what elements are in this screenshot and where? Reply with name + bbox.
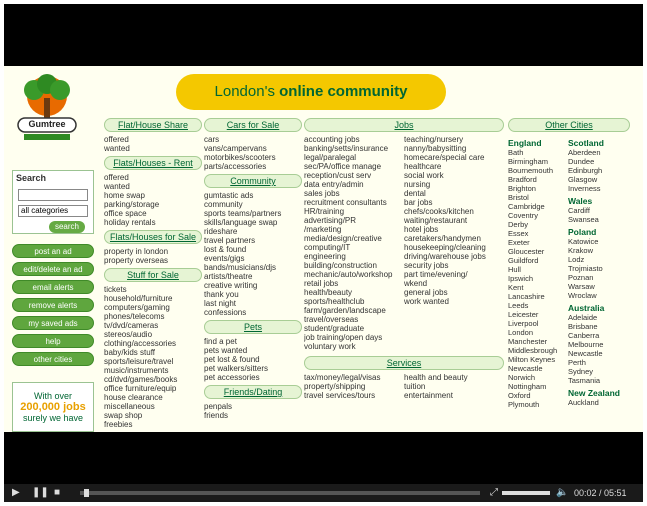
category-header[interactable]: Jobs (304, 118, 504, 132)
category-link[interactable]: clothing/accessories (104, 339, 177, 348)
category-link[interactable]: travel partners (204, 236, 256, 245)
post-ad-button[interactable]: post an ad (12, 244, 94, 258)
job-link[interactable]: voluntary work (304, 342, 356, 351)
job-link[interactable]: accounting jobs (304, 135, 360, 144)
category-link[interactable]: cars (204, 135, 220, 144)
city-link[interactable]: London (508, 328, 534, 337)
logo-text: Gumtree (28, 119, 66, 129)
city-link[interactable]: Leicester (508, 310, 539, 319)
speaker-icon[interactable]: 🔈 (556, 487, 569, 498)
job-link[interactable]: job training/open days (304, 333, 383, 342)
fullscreen-icon[interactable]: ⤢ (490, 487, 498, 498)
category-link[interactable]: parking/storage (104, 200, 160, 209)
category-link[interactable]: bands/musicians/djs (204, 263, 277, 272)
search-box (12, 170, 94, 234)
country-heading[interactable]: New Zealand (568, 388, 620, 398)
city-link[interactable]: Gloucester (508, 247, 545, 256)
promo-line3: surely we have (22, 413, 84, 423)
city-link[interactable]: Newcastle (508, 364, 543, 373)
category-link[interactable]: find a pet (204, 337, 237, 346)
job-link[interactable]: media/design/creative (304, 234, 382, 243)
category-link[interactable]: penpals (204, 402, 233, 411)
column-housing (104, 118, 202, 432)
city-link[interactable]: Bath (508, 148, 524, 157)
category-link[interactable]: household/furniture (104, 294, 173, 303)
category-link[interactable]: property in london (104, 247, 169, 256)
job-link[interactable]: tax/money/legal/visas (304, 373, 381, 382)
city-link[interactable]: Canberra (568, 331, 600, 340)
country-heading[interactable]: Wales (568, 196, 593, 206)
gumtree-page (4, 66, 643, 432)
city-link[interactable]: Wroclaw (568, 291, 597, 300)
banner-prefix: London's (214, 83, 280, 100)
category-link[interactable]: community (204, 200, 243, 209)
job-link[interactable]: security jobs (404, 261, 449, 270)
job-link[interactable]: nursing (404, 180, 431, 189)
city-link[interactable]: Kent (508, 283, 524, 292)
jobs-list-right (404, 135, 504, 351)
city-link[interactable]: Coventry (508, 211, 539, 220)
city-link[interactable]: Tasmania (568, 376, 601, 385)
category-header[interactable]: Flats/Houses - Rent (104, 156, 202, 170)
city-link[interactable]: Warsaw (568, 282, 595, 291)
job-link[interactable]: building/construction (304, 261, 377, 270)
city-link[interactable]: Lancashire (508, 292, 545, 301)
city-link[interactable]: Essex (508, 229, 529, 238)
job-link[interactable]: bar jobs (404, 198, 433, 207)
job-link[interactable]: waiting/restaurant (404, 216, 468, 225)
column-jobs (304, 118, 504, 403)
city-link[interactable]: Brighton (508, 184, 536, 193)
search-title: Search (16, 173, 47, 183)
category-link[interactable]: pet accessories (204, 373, 260, 382)
cities-list-left (508, 135, 568, 409)
category-link[interactable]: cd/dvd/games/books (104, 375, 178, 384)
job-link[interactable]: chefs/cooks/kitchen (404, 207, 474, 216)
job-link[interactable]: engineering (304, 252, 346, 261)
category-link[interactable]: house clearance (104, 393, 163, 402)
category-link[interactable]: pet walkers/sitters (204, 364, 269, 373)
category-link[interactable]: parts/accessories (204, 162, 267, 171)
category-link[interactable]: wanted (104, 182, 130, 191)
category-link[interactable]: rideshare (204, 227, 238, 236)
job-link[interactable]: recruitment consultants (304, 198, 387, 207)
category-link[interactable]: skills/language swap (204, 218, 278, 227)
city-link[interactable]: Auckland (568, 398, 599, 407)
job-link[interactable]: entertainment (404, 391, 453, 400)
job-link[interactable]: sec/PA/office manage (304, 162, 382, 171)
category-link[interactable]: stereos/audio (104, 330, 153, 339)
city-link[interactable]: Milton Keynes (508, 355, 556, 364)
city-link[interactable]: Bournemouth (508, 166, 554, 175)
category-link[interactable]: office space (104, 209, 147, 218)
category-header[interactable]: Flat/House Share (104, 118, 202, 132)
job-link[interactable]: nanny/babysitting (404, 144, 467, 153)
category-link[interactable]: pet lost & found (204, 355, 260, 364)
city-link[interactable]: Exeter (508, 238, 530, 247)
country-heading[interactable]: Australia (568, 303, 605, 313)
category-items (104, 173, 202, 227)
category-link[interactable]: offered (104, 135, 129, 144)
category-link[interactable]: vans/campervans (204, 144, 267, 153)
category-items (104, 285, 202, 429)
job-link[interactable]: teaching/nursery (404, 135, 464, 144)
city-link[interactable]: Nottingham (508, 382, 547, 391)
category-link[interactable]: phones/telecoms (104, 312, 165, 321)
category-link[interactable]: creative writing (204, 281, 258, 290)
job-link[interactable]: advertising/PR (304, 216, 357, 225)
side-buttons (12, 244, 94, 370)
category-link[interactable]: events/gigs (204, 254, 245, 263)
category-header[interactable]: Stuff for Sale (104, 268, 202, 282)
job-link[interactable]: travel services/tours (304, 391, 376, 400)
category-header[interactable]: Flats/Houses for Sale (104, 230, 202, 244)
city-link[interactable]: Ipswich (508, 274, 534, 283)
job-link[interactable]: dental (404, 189, 426, 198)
volume-slider[interactable] (502, 491, 550, 495)
category-link[interactable]: gumtastic ads (204, 191, 254, 200)
job-link[interactable]: reception/cust serv (304, 171, 372, 180)
job-link[interactable]: computing/IT (304, 243, 351, 252)
city-link[interactable]: Adelaide (568, 313, 598, 322)
saved-ads-button[interactable]: my saved ads (12, 316, 94, 330)
category-link[interactable]: holiday rentals (104, 218, 156, 227)
city-link[interactable]: Birmingham (508, 157, 549, 166)
country-heading[interactable]: England (508, 138, 542, 148)
category-header[interactable]: Pets (204, 320, 302, 334)
job-link[interactable]: sales jobs (304, 189, 340, 198)
category-link[interactable]: motorbikes/scooters (204, 153, 276, 162)
banner-bold: online community (279, 83, 408, 100)
city-link[interactable]: Hull (508, 265, 521, 274)
city-link[interactable]: Trojmiasto (568, 264, 603, 273)
city-link[interactable]: Bradford (508, 175, 537, 184)
category-link[interactable]: thank you (204, 290, 239, 299)
category-link[interactable]: last night (204, 299, 237, 308)
city-link[interactable]: Cardiff (568, 206, 590, 215)
city-link[interactable]: Katowice (568, 237, 599, 246)
player-controls (4, 484, 643, 502)
job-link[interactable]: health/beauty (304, 288, 353, 297)
banner (176, 74, 446, 110)
city-link[interactable]: Leeds (508, 301, 529, 310)
category-link[interactable]: baby/kids stuff (104, 348, 155, 357)
category-link[interactable]: home swap (104, 191, 145, 200)
category-link[interactable]: friends (204, 411, 229, 420)
job-link[interactable]: legal/paralegal (304, 153, 357, 162)
city-link[interactable]: Cambridge (508, 202, 545, 211)
job-link[interactable]: healthcare (404, 162, 442, 171)
video-screen[interactable] (4, 4, 643, 484)
category-link[interactable]: tickets (104, 285, 127, 294)
seek-bar[interactable] (80, 491, 480, 495)
job-link[interactable]: homecare/special care (404, 153, 485, 162)
category-link[interactable]: tv/dvd/cameras (104, 321, 159, 330)
country-heading[interactable]: Scotland (568, 138, 604, 148)
category-header[interactable]: Friends/Dating (204, 385, 302, 399)
city-link[interactable]: Middlesbrough (508, 346, 558, 355)
city-link[interactable]: Edinburgh (568, 166, 603, 175)
category-items (204, 402, 302, 420)
other-cities-button[interactable]: other cities (12, 352, 94, 366)
city-link[interactable]: Melbourne (568, 340, 604, 349)
column-other-cities (508, 118, 630, 409)
job-link[interactable]: travel/overseas (304, 315, 359, 324)
category-items (204, 337, 302, 382)
city-link[interactable]: Dundee (568, 157, 595, 166)
jobs-promo[interactable] (12, 382, 94, 432)
category-header[interactable]: Other Cities (508, 118, 630, 132)
job-link[interactable]: housekeeping/cleaning (404, 243, 486, 252)
job-link[interactable]: part time/evening/ (404, 270, 468, 279)
category-items (204, 191, 302, 317)
city-link[interactable]: Oxford (508, 391, 531, 400)
remove-alerts-button[interactable]: remove alerts (12, 298, 94, 312)
city-link[interactable]: Aberdeen (568, 148, 601, 157)
category-header[interactable]: Services (304, 356, 504, 370)
city-link[interactable]: Poznan (568, 273, 594, 282)
job-link[interactable]: property/shipping (304, 382, 366, 391)
category-link[interactable]: pets wanted (204, 346, 248, 355)
job-link[interactable]: tuition (404, 382, 426, 391)
city-link[interactable]: Bristol (508, 193, 529, 202)
help-button[interactable]: help (12, 334, 94, 348)
job-link[interactable]: farm/garden/landscape (304, 306, 386, 315)
category-link[interactable]: sports/leisure/travel (104, 357, 174, 366)
play-icon[interactable]: ▶ (12, 487, 20, 498)
job-link[interactable]: sports/healthclub (304, 297, 365, 306)
job-link[interactable]: caretakers/handymen (404, 234, 481, 243)
category-header[interactable]: Cars for Sale (204, 118, 302, 132)
time-display: 00:02 / 05:51 (574, 488, 627, 498)
city-link[interactable]: Brisbane (568, 322, 598, 331)
column-cars-community (204, 118, 302, 423)
city-link[interactable]: Perth (568, 358, 586, 367)
job-link[interactable]: driving/warehouse jobs (404, 252, 486, 261)
category-link[interactable]: wanted (104, 144, 130, 153)
job-link[interactable]: hotel jobs (404, 225, 439, 234)
city-link[interactable]: Inverness (568, 184, 601, 193)
category-link[interactable]: freebies (104, 420, 133, 429)
category-items (204, 135, 302, 171)
country-heading[interactable]: Poland (568, 227, 597, 237)
city-link[interactable]: Sydney (568, 367, 594, 376)
category-link[interactable]: offered (104, 173, 129, 182)
category-link[interactable]: office furniture/equip (104, 384, 177, 393)
job-link[interactable]: health and beauty (404, 373, 468, 382)
stop-icon[interactable]: ■ (54, 487, 61, 498)
category-link[interactable]: artists/theatre (204, 272, 253, 281)
pause-icon[interactable]: ❚❚ (32, 487, 49, 498)
city-link[interactable]: Derby (508, 220, 529, 229)
city-link[interactable]: Manchester (508, 337, 548, 346)
category-items (104, 247, 202, 265)
job-link[interactable]: social work (404, 171, 444, 180)
seek-thumb[interactable] (84, 489, 89, 497)
city-link[interactable]: Glasgow (568, 175, 598, 184)
job-link[interactable]: banking/setts/insurance (304, 144, 389, 153)
job-link[interactable]: HR/training (304, 207, 345, 216)
city-link[interactable]: Newcastle (568, 349, 603, 358)
category-link[interactable]: property overseas (104, 256, 169, 265)
city-link[interactable]: Liverpool (508, 319, 539, 328)
gumtree-logo[interactable] (16, 74, 78, 156)
city-link[interactable]: Lodz (568, 255, 585, 264)
search-input[interactable] (18, 189, 88, 201)
email-alerts-button[interactable]: email alerts (12, 280, 94, 294)
city-link[interactable]: Norwich (508, 373, 536, 382)
category-link[interactable]: sports teams/partners (204, 209, 282, 218)
city-link[interactable]: Guildford (508, 256, 539, 265)
category-link[interactable]: confessions (204, 308, 247, 317)
job-link[interactable]: data entry/admin (304, 180, 364, 189)
promo-big: 200,000 jobs (20, 401, 86, 413)
edit-ad-button[interactable]: edit/delete an ad (12, 262, 94, 276)
services-list-left (304, 373, 404, 400)
promo-line1: With over (33, 391, 72, 401)
job-link[interactable]: work wanted (404, 297, 449, 306)
category-link[interactable]: swap shop (104, 411, 143, 420)
job-link[interactable]: general jobs (404, 288, 448, 297)
job-link[interactable]: /marketing (304, 225, 342, 234)
category-link[interactable]: miscellaneous (104, 402, 155, 411)
job-link[interactable]: mechanic/auto/workshop (304, 270, 393, 279)
job-link[interactable]: retail jobs (304, 279, 339, 288)
category-header[interactable]: Community (204, 174, 302, 188)
category-select[interactable]: all categories (18, 205, 88, 217)
services-list-right (404, 373, 504, 400)
city-link[interactable]: Plymouth (508, 400, 540, 409)
category-link[interactable]: computers/gaming (104, 303, 170, 312)
category-items (104, 135, 202, 153)
job-link[interactable]: wkend (404, 279, 428, 288)
job-link[interactable]: student/graduate (304, 324, 365, 333)
cities-list-right (568, 135, 630, 409)
city-link[interactable]: Swansea (568, 215, 599, 224)
city-link[interactable]: Krakow (568, 246, 594, 255)
jobs-list-left (304, 135, 404, 351)
category-link[interactable]: lost & found (204, 245, 247, 254)
category-link[interactable]: music/instruments (104, 366, 169, 375)
search-button[interactable]: search (49, 221, 85, 233)
